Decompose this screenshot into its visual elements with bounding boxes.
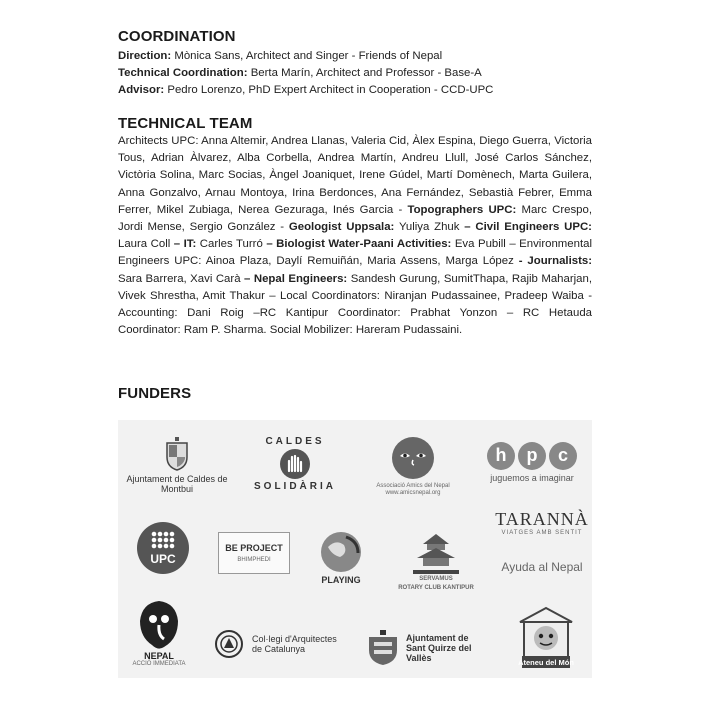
logo-hpc: h p c juguemos a imaginar xyxy=(472,430,592,494)
ateneu-label: Ateneu del Món xyxy=(518,658,574,667)
temple-mascot-icon xyxy=(516,606,576,670)
coat-of-arms-icon xyxy=(366,630,400,666)
logo-caldes-montbui: Ajuntament de Caldes de Montbui xyxy=(118,426,236,504)
funders-logo-panel xyxy=(118,420,592,678)
pagoda-icon xyxy=(409,532,463,576)
coordination-row-technical: Technical Coordination: Berta Marín, Architect and Professor - Base-A xyxy=(118,67,482,79)
coordination-title: COORDINATION xyxy=(118,28,236,45)
logo-ateneu-del-mon xyxy=(510,600,582,676)
logo-amics-nepal: Associació Amics del Nepal www.amicsnepal.org xyxy=(354,426,472,506)
logo-upc xyxy=(128,516,198,580)
coat-of-arms-icon xyxy=(165,437,189,471)
coordination-row-direction: Direction: Mònica Sans, Architect and Singer - Friends of Nepal xyxy=(118,50,443,62)
logo-be-project: BE PROJECT BHIMPHEDI xyxy=(218,532,290,574)
upc-label: UPC xyxy=(150,552,176,566)
funders-title: FUNDERS xyxy=(118,385,192,402)
coordination-row-advisor: Advisor: Pedro Lorenzo, PhD Expert Architect in Cooperation - CCD-UPC xyxy=(118,84,494,96)
upc-emblem-icon xyxy=(136,521,190,575)
technical-team-title: TECHNICAL TEAM xyxy=(118,115,253,132)
coordination-list xyxy=(118,48,592,99)
credits-page xyxy=(118,28,592,339)
coac-seal-icon xyxy=(214,629,244,659)
ganesh-icon xyxy=(136,599,182,651)
logo-caldes-solidaria: CALDES SOLIDÀRIA xyxy=(254,436,336,492)
logo-sant-quirze: Ajuntament de Sant Quirze del Vallès xyxy=(366,626,496,670)
logo-coac: Col·legi d'Arquitectes de Catalunya xyxy=(214,626,350,662)
technical-team-paragraph: Architects UPC: Anna Altemir, Andrea Llanas, Valeria Cid, Àlex Espina, Diego Guerra, Victoria Tous, Adrian Àlvarez, Alba Corbella, Andrea Martín, Andreu Llull, José Carlos Sánchez, Victòria Solina, Marc Socias, Àngel Joaniquet, Irene Gúdel, Martí Domènech, Marta Guilera, Anna Gonzalvo, Arnau Montoya, Irina Berdonces, Ana Fernández, Sebastià Febrer, Emma Ferrer, Mikel Zubiaga, Nerea Gezuraga, Inés Garcia - Topographers UPC: Marc Crespo, Jordi Mense, Sergio González - Geologist Uppsala: Yuliya Zhuk – Civil Engineers UPC: Laura Coll – IT: Carles Turró – Biologist Water-Paani Activities: Eva Pubill – Environmental Engineers UPC: Ainoa Plaza, Daylí Remuiñán, Maria Assens, Marga López - Journalists: Sara Barrera, Xavi Carà – Nepal Engineers: Sandesh Gurung, SumitThapa, Rajib Maharjan, Vivek Shrestha, Amit Thakur – Local Coordinators: Niranjan Pudassainee, Pradeep Waiba - Accounting: Dani Roig –RC Kantipur Coordinator: Prabhat Yonzon – RC Hetauda Coordinator: Ram P. Sharma. Social Mobilizer: Hareram Pudassaini. xyxy=(118,135,592,337)
buddha-eyes-icon xyxy=(391,436,435,480)
hand-icon xyxy=(278,447,312,481)
logo-nepal-accio: NEPAL ACCIÓ IMMEDIATA xyxy=(124,592,194,674)
logo-taranna: TARANNÀ VIATGES AMB SENTIT xyxy=(495,509,589,536)
globe-icon xyxy=(318,529,364,575)
logo-playing: PLAYING xyxy=(308,522,374,592)
logo-rotary-kantipur: SERVAMUS ROTARY CLUB KANTIPUR xyxy=(390,520,482,604)
logo-ayuda-nepal: Ayuda al Nepal xyxy=(501,560,583,574)
